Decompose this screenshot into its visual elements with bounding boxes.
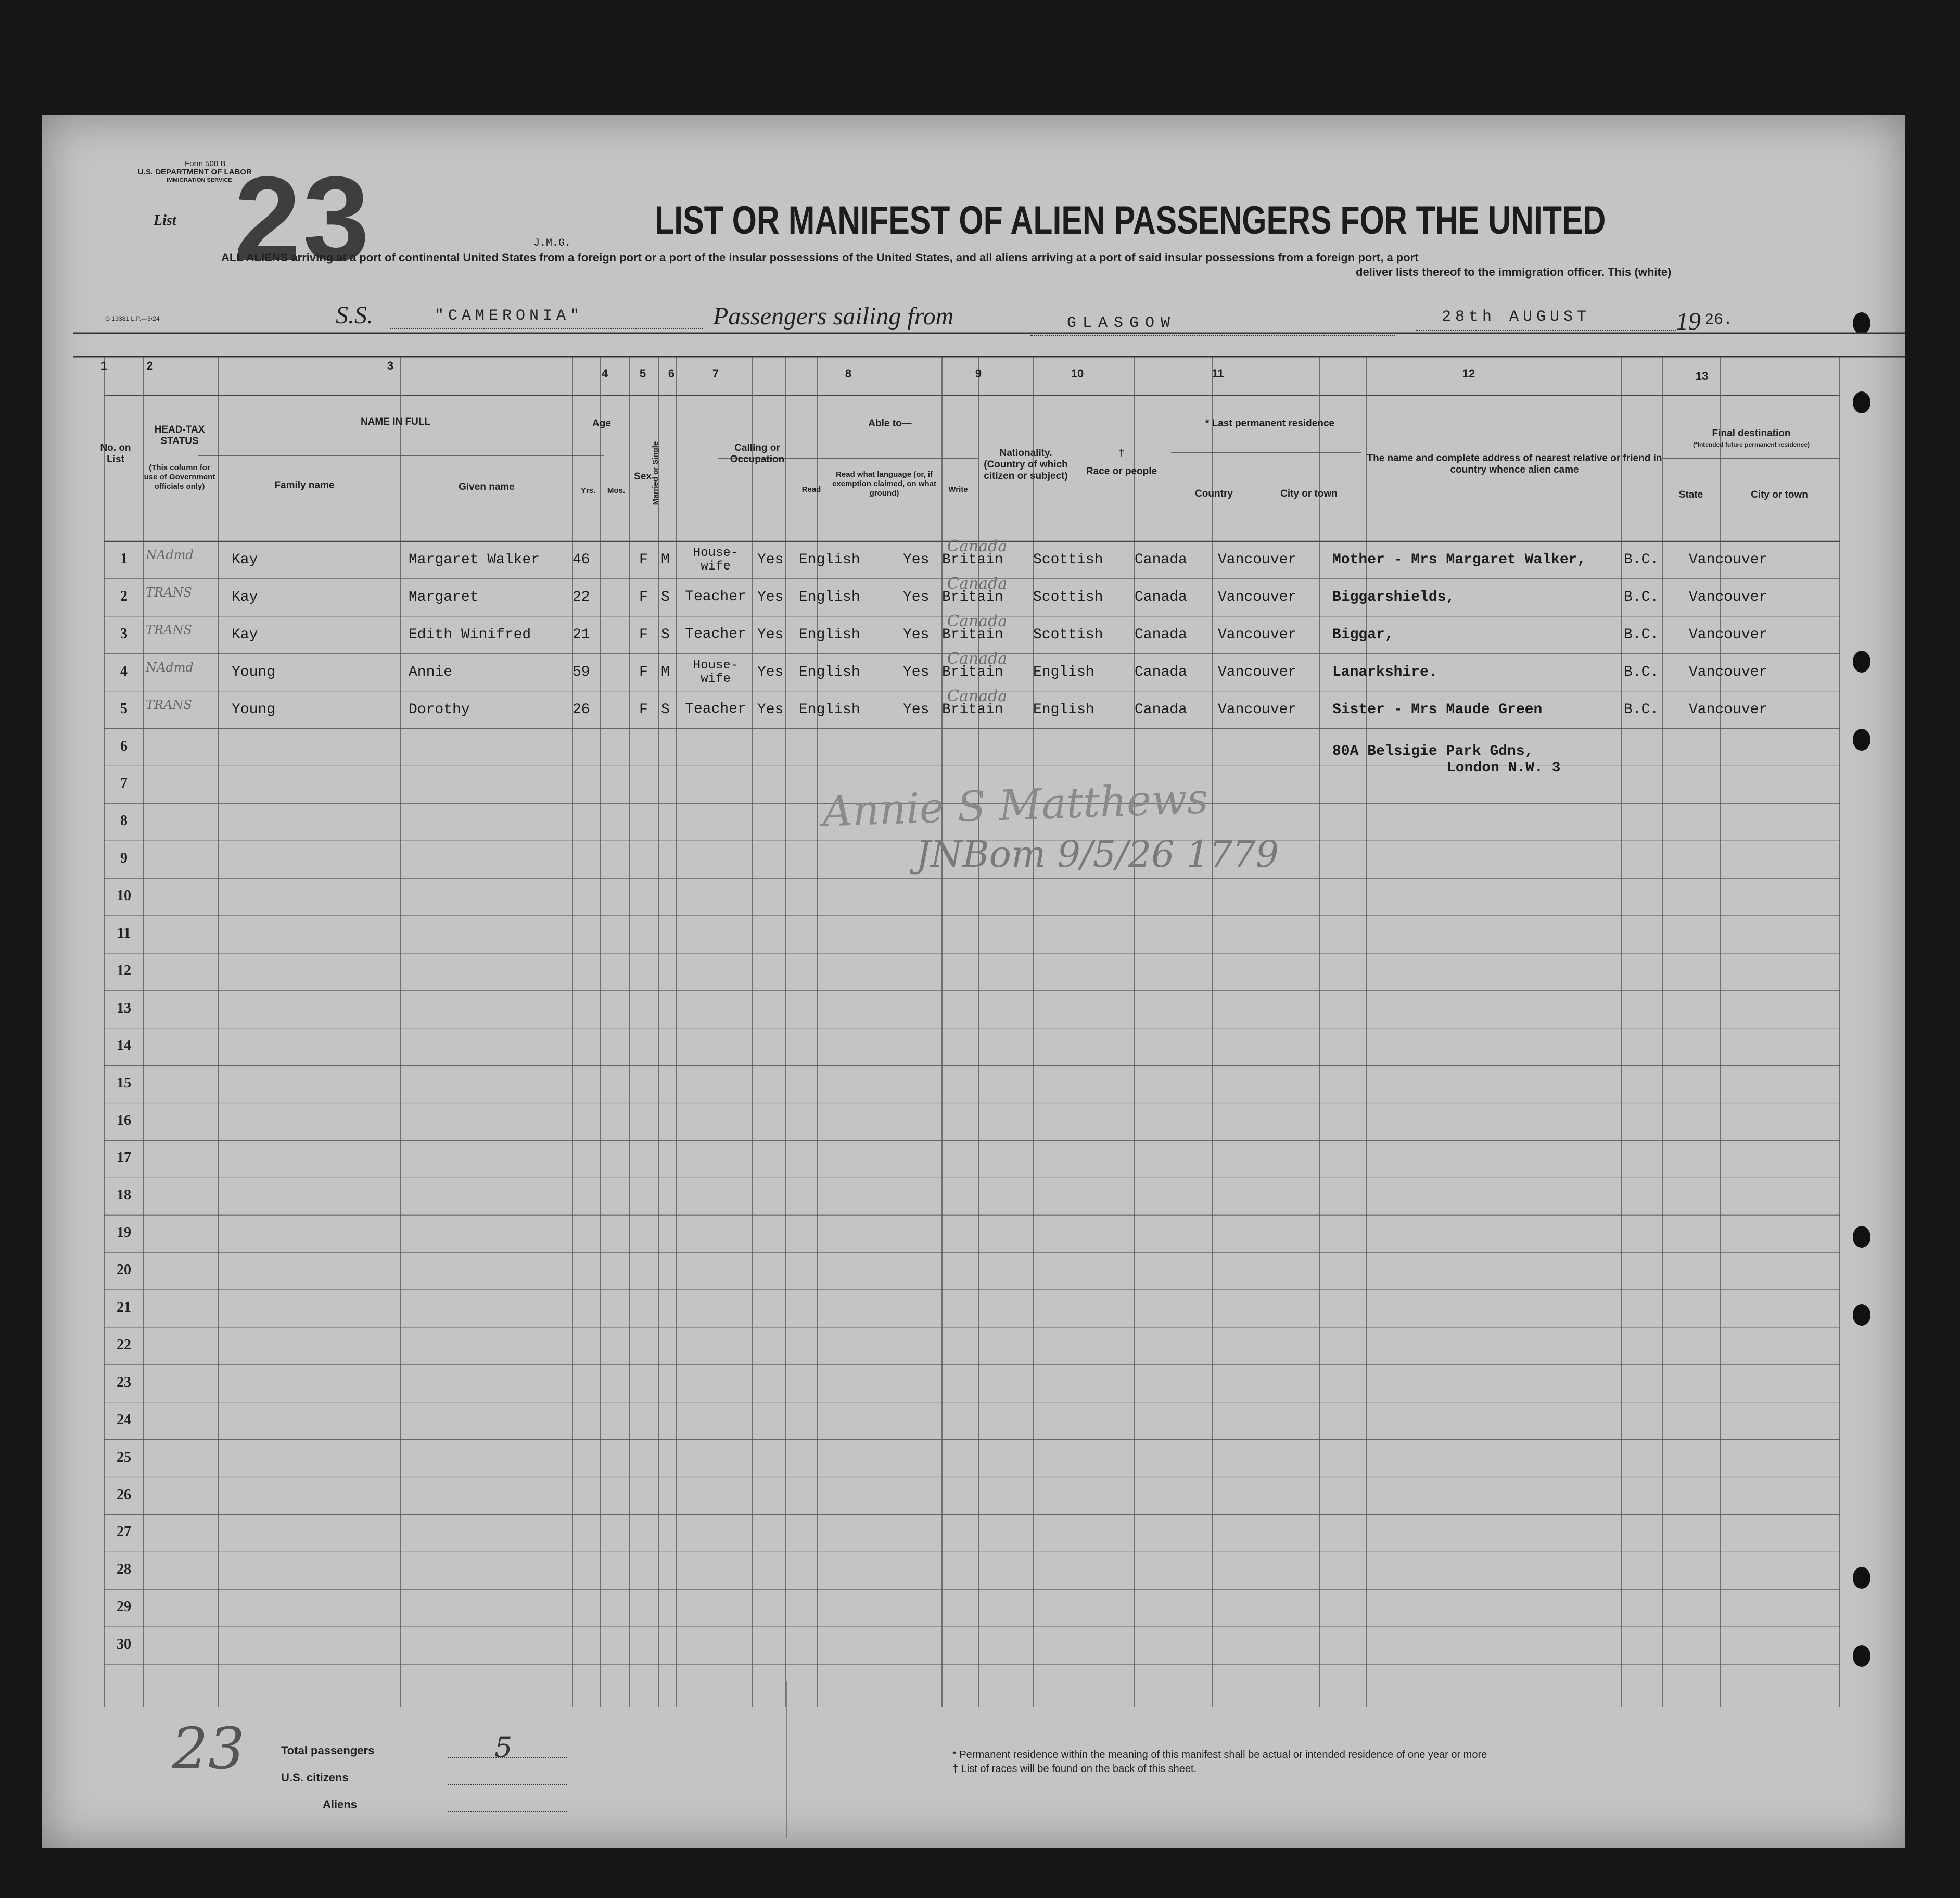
- row-number: 30: [117, 1636, 131, 1653]
- relative-address-line: London N.W. 3: [1447, 760, 1561, 776]
- row-number: 9: [120, 850, 128, 867]
- can-write: Yes: [903, 701, 930, 718]
- sex: F: [639, 626, 648, 643]
- row-number: 13: [117, 999, 131, 1016]
- can-read: Yes: [757, 552, 784, 568]
- header-family-name: Family name: [274, 480, 335, 491]
- occupation: House- wife: [693, 546, 739, 574]
- marital-status: M: [661, 664, 670, 680]
- can-read: Yes: [757, 664, 784, 680]
- us-citizens-label: U.S. citizens: [281, 1771, 349, 1784]
- residence-country: Canada: [1135, 664, 1187, 680]
- header-write: Write: [948, 485, 968, 494]
- given-name: Edith Winifred: [409, 626, 531, 643]
- row-number: 22: [117, 1336, 131, 1353]
- family-name: Kay: [232, 589, 258, 605]
- row-number: 18: [117, 1187, 131, 1204]
- residence-city: Vancouver: [1218, 589, 1297, 605]
- family-name: Young: [232, 701, 276, 718]
- column-number: 10: [1071, 367, 1084, 380]
- destination-city: Vancouver: [1689, 701, 1768, 718]
- form-number: Form 500 B: [185, 159, 226, 168]
- occupation: Teacher: [685, 701, 746, 717]
- row-number: 3: [120, 625, 128, 642]
- header-married-single: Married or Single: [651, 441, 660, 505]
- nationality: Britain: [942, 664, 1003, 680]
- nationality: Britain: [942, 701, 1003, 718]
- residence-country: Canada: [1135, 589, 1187, 605]
- residence-city: Vancouver: [1218, 701, 1297, 718]
- row-number: 5: [120, 700, 128, 717]
- family-name: Kay: [232, 552, 258, 568]
- row-number: 10: [117, 888, 131, 904]
- nationality: Britain: [942, 626, 1003, 643]
- header-mos: Mos.: [607, 486, 626, 495]
- marital-status: M: [661, 552, 670, 568]
- head-tax-mark: TRANS: [146, 622, 192, 637]
- footnote: * Permanent residence within the meaning of this manifest shall be actual or intended residence of one year or more: [952, 1749, 1487, 1761]
- row-number: 4: [120, 663, 128, 679]
- given-name: Dorothy: [409, 701, 470, 718]
- destination-state: B.C.: [1624, 626, 1659, 643]
- occupation: Teacher: [685, 626, 746, 642]
- row-number: 23: [117, 1374, 131, 1390]
- aliens-label: Aliens: [323, 1798, 358, 1811]
- manifest-title: LIST OR MANIFEST OF ALIEN PASSENGERS FOR THE UNITED: [655, 198, 1606, 243]
- column-number: 1: [100, 359, 108, 372]
- row-number: 26: [117, 1486, 131, 1503]
- race-or-people: Scottish: [1033, 589, 1103, 605]
- sex: F: [639, 701, 648, 718]
- header-race-mark: †: [1118, 448, 1125, 459]
- header-yrs: Yrs.: [580, 486, 596, 495]
- relative-address: Sister - Mrs Maude Green: [1332, 701, 1543, 718]
- relative-address-line: 80A Belsigie Park Gdns,: [1332, 743, 1534, 760]
- row-number: 29: [117, 1599, 131, 1615]
- column-number: 3: [387, 359, 394, 372]
- read-language: English: [799, 626, 860, 643]
- can-write: Yes: [903, 626, 930, 643]
- sex: F: [639, 589, 648, 605]
- family-name: Kay: [232, 626, 258, 643]
- total-passengers-value: 5: [494, 1731, 513, 1764]
- port-name: GLASGOW: [1067, 314, 1177, 332]
- us-citizens-line: [448, 1784, 567, 1785]
- handwritten-annotation: Canada: [947, 649, 1008, 668]
- list-label: List: [154, 212, 176, 229]
- row-number: 8: [120, 813, 128, 829]
- header-dest-city: City or town: [1751, 489, 1808, 500]
- race-or-people: Scottish: [1033, 626, 1103, 643]
- read-language: English: [799, 701, 860, 718]
- sailing-label: Passengers sailing from: [713, 302, 954, 330]
- given-name: Annie: [409, 664, 453, 680]
- age-years: 26: [572, 701, 590, 718]
- can-write: Yes: [903, 664, 930, 680]
- instructions-line-1: ALL ALIENS arriving at a port of continental United States from a foreign port or a port of the insular possessions of the United States, and all aliens arriving at a port of said insular possessions from a foreign port, a port: [221, 251, 1419, 264]
- year-suffix: 26.: [1704, 311, 1733, 329]
- column-number: 2: [146, 359, 154, 372]
- header-race: Race or people: [1086, 466, 1157, 477]
- sailing-date: 28th AUGUST: [1442, 308, 1591, 326]
- header-head-tax: HEAD-TAX STATUS: [154, 424, 205, 447]
- family-name: Young: [232, 664, 276, 680]
- destination-city: Vancouver: [1689, 552, 1768, 568]
- column-number: 12: [1462, 367, 1475, 380]
- head-tax-mark: TRANS: [146, 697, 192, 712]
- row-number: 1: [120, 551, 128, 567]
- given-name: Margaret: [409, 589, 479, 605]
- destination-state: B.C.: [1624, 664, 1659, 680]
- residence-country: Canada: [1135, 552, 1187, 568]
- residence-city: Vancouver: [1218, 552, 1297, 568]
- row-number: 12: [117, 962, 131, 979]
- handwritten-annotation: Canada: [947, 537, 1008, 555]
- destination-city: Vancouver: [1689, 589, 1768, 605]
- header-no-on-list: No. on List: [100, 442, 131, 465]
- given-name: Margaret Walker: [409, 552, 540, 568]
- header-last-residence: * Last permanent residence: [1205, 418, 1335, 429]
- relative-address: Biggarshields,: [1332, 589, 1455, 605]
- destination-state: B.C.: [1624, 701, 1659, 718]
- header-given-name: Given name: [459, 482, 515, 492]
- read-language: English: [799, 552, 860, 568]
- row-number: 16: [117, 1112, 131, 1129]
- total-passengers-line: [448, 1757, 567, 1758]
- header-head-tax-note: (This column for use of Government officials only): [144, 463, 215, 491]
- sex: F: [639, 664, 648, 680]
- header-final-destination-note: (*Intended future permanent residence): [1692, 441, 1810, 448]
- head-tax-mark: NAdmd: [146, 548, 194, 562]
- header-city: City or town: [1280, 488, 1338, 499]
- row-number: 21: [117, 1299, 131, 1315]
- instructions-line-2: deliver lists thereof to the immigration officer. This (white): [1356, 265, 1672, 279]
- column-number: 6: [668, 367, 675, 380]
- total-passengers-label: Total passengers: [281, 1744, 375, 1757]
- handwritten-stamp: JNBom 9/5/26 1779: [916, 833, 1279, 876]
- sex: F: [639, 552, 648, 568]
- handwritten-margin-number: 23: [172, 1715, 245, 1782]
- relative-address: Lanarkshire.: [1332, 664, 1437, 680]
- header-nationality: Nationality. (Country of which citizen or subject): [984, 448, 1068, 482]
- relative-address: Mother - Mrs Margaret Walker,: [1332, 552, 1586, 568]
- race-or-people: Scottish: [1033, 552, 1103, 568]
- marital-status: S: [661, 626, 670, 643]
- residence-country: Canada: [1135, 701, 1187, 718]
- can-write: Yes: [903, 589, 930, 605]
- destination-state: B.C.: [1624, 589, 1659, 605]
- manifest-sheet: [42, 115, 1905, 1848]
- year-prefix: 19: [1676, 308, 1701, 335]
- header-calling: Calling or Occupation: [730, 442, 785, 465]
- row-number: 7: [120, 775, 128, 792]
- column-number: 7: [712, 367, 719, 380]
- row-number: 6: [120, 738, 128, 754]
- print-code: G 13381 L.P.—5/24: [105, 315, 160, 322]
- row-number: 15: [117, 1074, 131, 1091]
- header-name-in-full: NAME IN FULL: [360, 416, 431, 427]
- initials: J.M.G.: [533, 237, 571, 249]
- row-number: 17: [117, 1149, 131, 1166]
- age-years: 59: [572, 664, 590, 680]
- nationality: Britain: [942, 552, 1003, 568]
- row-number: 24: [117, 1411, 131, 1428]
- destination-city: Vancouver: [1689, 664, 1768, 680]
- handwritten-annotation: Canada: [947, 687, 1008, 705]
- can-read: Yes: [757, 589, 784, 605]
- read-language: English: [799, 589, 860, 605]
- header-state: State: [1678, 489, 1703, 500]
- header-relative: The name and complete address of nearest relative or friend in country whence alien came: [1367, 453, 1662, 475]
- header-able-to: Able to—: [868, 418, 912, 429]
- row-number: 28: [117, 1561, 131, 1578]
- row-number: 25: [117, 1449, 131, 1465]
- residence-city: Vancouver: [1218, 626, 1297, 643]
- age-years: 46: [572, 552, 590, 568]
- head-tax-mark: NAdmd: [146, 660, 194, 675]
- destination-state: B.C.: [1624, 552, 1659, 568]
- aliens-line: [448, 1811, 567, 1812]
- header-final-destination: Final destination: [1712, 428, 1791, 439]
- relative-address: Biggar,: [1332, 626, 1394, 643]
- race-or-people: English: [1033, 701, 1094, 718]
- department: U.S. DEPARTMENT OF LABOR: [138, 168, 252, 176]
- row-number: 27: [117, 1524, 131, 1540]
- occupation: House- wife: [693, 658, 739, 686]
- row-number: 2: [120, 588, 128, 604]
- row-number: 14: [117, 1037, 131, 1054]
- can-read: Yes: [757, 701, 784, 718]
- can-write: Yes: [903, 552, 930, 568]
- can-read: Yes: [757, 626, 784, 643]
- column-number: 13: [1695, 370, 1709, 383]
- age-years: 22: [572, 589, 590, 605]
- ship-name: "CAMERONIA": [435, 307, 584, 325]
- handwritten-annotation: Canada: [947, 574, 1008, 593]
- column-number: 9: [975, 367, 982, 380]
- race-or-people: English: [1033, 664, 1094, 680]
- read-language: English: [799, 664, 860, 680]
- service: IMMIGRATION SERVICE: [167, 177, 232, 183]
- residence-country: Canada: [1135, 626, 1187, 643]
- destination-city: Vancouver: [1689, 626, 1768, 643]
- header-read-language: Read what language (or, if exemption claimed, on what ground): [832, 470, 937, 498]
- column-number: 4: [601, 367, 608, 380]
- column-number: 8: [845, 367, 852, 380]
- nationality: Britain: [942, 589, 1003, 605]
- residence-city: Vancouver: [1218, 664, 1297, 680]
- occupation: Teacher: [685, 588, 746, 605]
- age-years: 21: [572, 626, 590, 643]
- header-sex: Sex: [634, 471, 652, 482]
- column-number: 11: [1212, 367, 1224, 380]
- handwritten-annotation: Canada: [947, 612, 1008, 630]
- header-read: Read: [801, 485, 821, 494]
- marital-status: S: [661, 589, 670, 605]
- handwritten-signature: Annie S Matthews: [821, 774, 1210, 836]
- footnote: † List of races will be found on the back of this sheet.: [952, 1763, 1197, 1775]
- row-number: 20: [117, 1262, 131, 1279]
- list-number: 23: [234, 151, 372, 285]
- header-country: Country: [1195, 488, 1233, 499]
- head-tax-mark: TRANS: [146, 585, 192, 600]
- ship-prefix: S.S.: [336, 301, 373, 329]
- column-number: 5: [639, 367, 646, 380]
- marital-status: S: [661, 701, 670, 718]
- header-age: Age: [592, 418, 611, 429]
- row-number: 11: [117, 925, 131, 941]
- row-number: 19: [117, 1224, 131, 1241]
